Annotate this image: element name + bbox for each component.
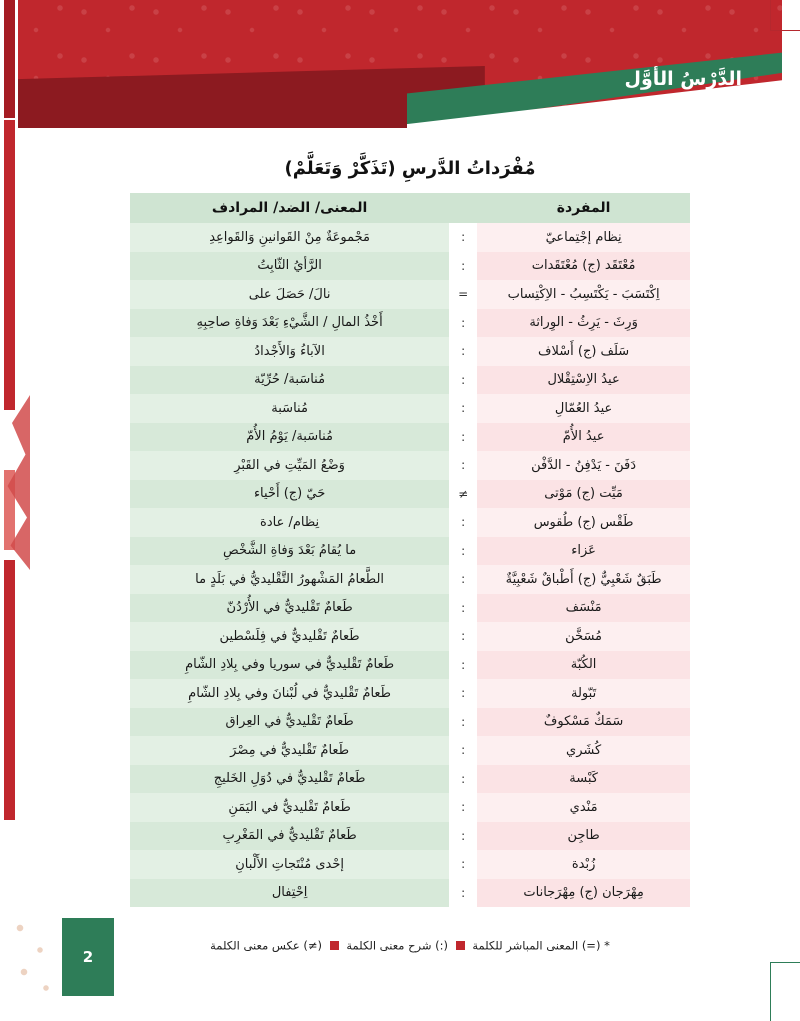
cell-word: طاجِن <box>477 822 690 851</box>
lesson-title: الدَّرْسُ الأوَّل <box>624 68 742 90</box>
cell-word: طَقْس (ج) طُقوس <box>477 508 690 537</box>
edge-bar-segment-2 <box>4 120 15 410</box>
corner-ornament <box>10 916 64 1000</box>
cell-symbol: : <box>449 366 477 395</box>
cell-meaning: الرَّأيُ الثّابِتُ <box>130 252 449 281</box>
table-row <box>130 879 690 908</box>
table-row <box>130 394 690 423</box>
cell-word: عيدُ الاِسْتِقْلال <box>477 366 690 395</box>
cell-meaning: مُناسَبة/ حُرِّيّة <box>130 366 449 395</box>
cell-word: عيدُ الأُمّ <box>477 423 690 452</box>
cell-symbol: : <box>449 451 477 480</box>
legend-opposite: (≠) عكس معنى الكلمة <box>210 938 323 953</box>
cell-symbol: : <box>449 423 477 452</box>
cell-symbol: : <box>449 252 477 281</box>
cell-symbol: : <box>449 736 477 765</box>
table-row <box>130 252 690 281</box>
cell-word: سَلَف (ج) أَسْلاف <box>477 337 690 366</box>
cell-meaning: اِحْتِفال <box>130 879 449 908</box>
cell-symbol: : <box>449 651 477 680</box>
cell-symbol: : <box>449 765 477 794</box>
trim-mark-bottom <box>770 962 800 1021</box>
cell-symbol: : <box>449 594 477 623</box>
table-row <box>130 337 690 366</box>
vocabulary-table <box>130 193 690 907</box>
cell-meaning: نالَ/ حَصَلَ على <box>130 280 449 309</box>
table-row <box>130 679 690 708</box>
cell-meaning: طَعامٌ تَقْليديٌّ في دُوَلِ الخَليجِ <box>130 765 449 794</box>
page-number: 2 <box>82 948 94 966</box>
table-row <box>130 423 690 452</box>
cell-word: مُسَخَّن <box>477 622 690 651</box>
table-row <box>130 622 690 651</box>
cell-meaning: طَعامٌ تَقْليديٌّ في المَغْرِبِ <box>130 822 449 851</box>
cell-symbol: : <box>449 679 477 708</box>
cell-word: اِكْتَسَبَ - يَكْتَسِبُ - الاِكْتِساب <box>477 280 690 309</box>
cell-word: مَيِّت (ج) مَوْتى <box>477 480 690 509</box>
column-header-symbol <box>449 193 477 223</box>
cell-meaning: طَعامٌ تَقْليديٌّ في العِراق <box>130 708 449 737</box>
cell-meaning: حَيّ (ج) أَحْياء <box>130 480 449 509</box>
cell-symbol: : <box>449 622 477 651</box>
cell-symbol: : <box>449 337 477 366</box>
cell-word: الكُبّة <box>477 651 690 680</box>
cell-meaning: مُناسَبة/ يَوْمُ الأُمّ <box>130 423 449 452</box>
table-row <box>130 480 690 509</box>
legend-square-icon-2 <box>330 941 339 950</box>
cell-word: عيدُ العُمّالِ <box>477 394 690 423</box>
edge-bar-segment-1 <box>4 0 15 118</box>
table-row <box>130 508 690 537</box>
cell-word: مُعْتَقَد (ج) مُعْتَقَدات <box>477 252 690 281</box>
cell-word: نِظام إجْتِماعيّ <box>477 223 690 252</box>
table-row <box>130 309 690 338</box>
cell-word: زُبْدة <box>477 850 690 879</box>
cell-symbol: : <box>449 537 477 566</box>
cell-word: كُشَري <box>477 736 690 765</box>
cell-word: مَنْدي <box>477 793 690 822</box>
cell-meaning: الطَّعامُ المَشْهورُ التَّقْليديُّ في بَلَدٍ ما <box>130 565 449 594</box>
table-row <box>130 537 690 566</box>
column-header-word: المفردة <box>477 193 690 223</box>
cell-meaning: مَجْموعَةٌ مِنْ القَوانينِ وَالقَواعِدِ <box>130 223 449 252</box>
cell-symbol: : <box>449 850 477 879</box>
cell-symbol: : <box>449 309 477 338</box>
cell-meaning: طَعامٌ تَقْليديٌّ في لُبْنانَ وفي بِلادِ الشّامِ <box>130 679 449 708</box>
cell-word: عَزاء <box>477 537 690 566</box>
cell-meaning: وَضْعُ المَيِّتِ في القَبْرِ <box>130 451 449 480</box>
cell-meaning: إحْدى مُنْتَجاتِ الأَلْبانِ <box>130 850 449 879</box>
column-header-meaning: المعنى/ الضد/ المرادف <box>130 193 449 223</box>
cell-word: تَبّولة <box>477 679 690 708</box>
cell-meaning: طَعامٌ تَقْليديٌّ في اليَمَنِ <box>130 793 449 822</box>
table-row <box>130 594 690 623</box>
page-edge-bar <box>0 0 18 1020</box>
table-row <box>130 793 690 822</box>
cell-meaning: نِظام/ عادة <box>130 508 449 537</box>
edge-bar-segment-4 <box>4 560 15 820</box>
table-row <box>130 736 690 765</box>
table-row <box>130 822 690 851</box>
cell-symbol: : <box>449 394 477 423</box>
table-row <box>130 280 690 309</box>
table-row <box>130 565 690 594</box>
cell-word: مِهْرَجان (ج) مِهْرَجانات <box>477 879 690 908</box>
vocabulary-section <box>130 150 690 907</box>
cell-meaning: مُناسَبة <box>130 394 449 423</box>
cell-symbol: : <box>449 822 477 851</box>
table-header <box>130 193 690 223</box>
table-row <box>130 366 690 395</box>
trim-mark-top <box>770 0 800 31</box>
cell-meaning: طَعامٌ تَقْليديٌّ في فِلَسْطين <box>130 622 449 651</box>
cell-symbol: : <box>449 708 477 737</box>
table-row <box>130 850 690 879</box>
table-header-row <box>130 193 690 223</box>
page-number-badge <box>62 918 114 996</box>
cell-meaning: أَخْذُ المالِ / الشَّيْءِ بَعْدَ وَفاةِ صاحِبِهِ <box>130 309 449 338</box>
table-row <box>130 708 690 737</box>
cell-symbol: : <box>449 793 477 822</box>
legend-square-icon-1 <box>456 941 465 950</box>
cell-symbol: = <box>449 280 477 309</box>
cell-word: سَمَكٌ مَسْكوفٌ <box>477 708 690 737</box>
legend-explanation: (:) شرح معنى الكلمة <box>346 938 448 953</box>
cell-symbol: ≠ <box>449 480 477 509</box>
cell-symbol: : <box>449 879 477 908</box>
table-row <box>130 223 690 252</box>
table-row <box>130 765 690 794</box>
table-row <box>130 451 690 480</box>
vocabulary-table-title: مُفْرَداتُ الدَّرسِ (تَذَكَّرْ وَتَعَلَّمْ) <box>284 158 536 179</box>
cell-word: وَرِثَ - يَرِثُ - الوِراثة <box>477 309 690 338</box>
cell-meaning: ما يُقامُ بَعْدَ وَفاةِ الشَّخْصِ <box>130 537 449 566</box>
table-body <box>130 223 690 907</box>
cell-symbol: : <box>449 223 477 252</box>
cell-symbol: : <box>449 508 477 537</box>
table-row <box>130 651 690 680</box>
cell-word: دَفَنَ - يَدْفِنُ - الدَّفْن <box>477 451 690 480</box>
cell-word: طَبَقٌ شَعْبِيٌّ (ج) أَطْباقٌ شَعْبِيَّةٌ <box>477 565 690 594</box>
legend-footnote <box>130 938 690 953</box>
cell-word: مَنْسَف <box>477 594 690 623</box>
cell-meaning: طَعامٌ تَقْليديٌّ في مِصْرَ <box>130 736 449 765</box>
cell-word: كَبْسة <box>477 765 690 794</box>
cell-meaning: الآباءُ وَالأَجْدادُ <box>130 337 449 366</box>
lesson-header-banner <box>0 0 782 128</box>
cell-symbol: : <box>449 565 477 594</box>
cell-meaning: طَعامٌ تَقْليديٌّ في الأُرْدُنّ <box>130 594 449 623</box>
cell-meaning: طَعامٌ تَقْليديٌّ في سوريا وفي بِلادِ الشّامِ <box>130 651 449 680</box>
legend-direct-meaning: * (=) المعنى المباشر للكلمة <box>472 938 610 953</box>
